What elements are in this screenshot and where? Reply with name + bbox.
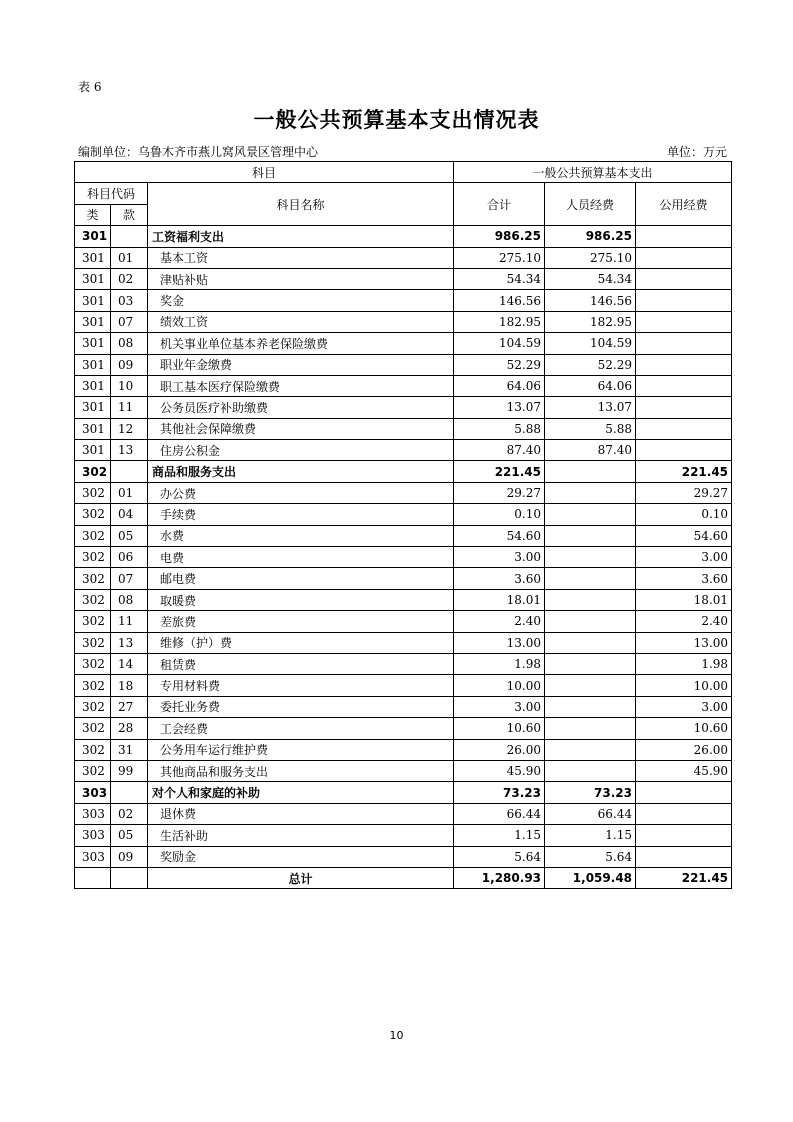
class-code-cell: 302 (75, 739, 111, 760)
table-body (75, 226, 732, 889)
subject-name-cell: 租赁费 (148, 653, 454, 674)
public-amount-cell (636, 290, 732, 311)
kuan-code-cell: 06 (111, 547, 148, 568)
subject-name-cell: 邮电费 (148, 568, 454, 589)
personnel-amount-cell: 5.88 (545, 418, 636, 439)
class-code-cell: 302 (75, 718, 111, 739)
table-row (75, 440, 732, 461)
personnel-amount-cell (545, 461, 636, 482)
compiling-unit: 编制单位：乌鲁木齐市燕儿窝风景区管理中心 (78, 145, 319, 159)
public-amount-cell: 3.00 (636, 547, 732, 568)
public-amount-cell: 26.00 (636, 739, 732, 760)
public-amount-cell (636, 440, 732, 461)
subject-name-cell: 对个人和家庭的补助 (148, 782, 454, 803)
kuan-code-cell (111, 782, 148, 803)
personnel-amount-cell: 66.44 (545, 803, 636, 824)
public-amount-cell (636, 782, 732, 803)
personnel-amount-cell: 1,059.48 (545, 867, 636, 888)
table-row (75, 354, 732, 375)
total-amount-cell: 73.23 (454, 782, 545, 803)
kuan-code-cell: 18 (111, 675, 148, 696)
kuan-code-cell (111, 867, 148, 888)
total-amount-cell: 13.07 (454, 397, 545, 418)
public-amount-cell (636, 247, 732, 268)
personnel-amount-cell: 73.23 (545, 782, 636, 803)
total-amount-cell: 986.25 (454, 226, 545, 247)
total-amount-cell: 146.56 (454, 290, 545, 311)
personnel-amount-cell: 1.15 (545, 825, 636, 846)
subject-name-cell: 工资福利支出 (148, 226, 454, 247)
total-amount-cell: 104.59 (454, 333, 545, 354)
total-amount-cell: 5.64 (454, 846, 545, 867)
subject-name-cell: 基本工资 (148, 247, 454, 268)
subject-name-cell: 其他商品和服务支出 (148, 760, 454, 781)
subject-name-cell: 机关事业单位基本养老保险缴费 (148, 333, 454, 354)
total-amount-cell: 64.06 (454, 375, 545, 396)
kuan-code-cell: 27 (111, 696, 148, 717)
kuan-code-cell: 11 (111, 611, 148, 632)
public-amount-cell (636, 333, 732, 354)
kuan-code-cell: 05 (111, 525, 148, 546)
class-code-cell: 301 (75, 440, 111, 461)
personnel-amount-cell: 87.40 (545, 440, 636, 461)
name-header: 科目名称 (148, 183, 454, 226)
table-row (75, 675, 732, 696)
table-row (75, 290, 732, 311)
subject-name-cell: 手续费 (148, 504, 454, 525)
class-code-cell: 301 (75, 247, 111, 268)
public-amount-cell: 1.98 (636, 653, 732, 674)
public-amount-cell: 3.00 (636, 696, 732, 717)
total-amount-cell: 18.01 (454, 589, 545, 610)
table-row (75, 397, 732, 418)
kuan-code-cell: 08 (111, 333, 148, 354)
kuan-code-cell: 11 (111, 397, 148, 418)
total-amount-cell: 1.98 (454, 653, 545, 674)
table-row (75, 632, 732, 653)
kuan-header: 款 (111, 204, 148, 225)
public-amount-cell: 13.00 (636, 632, 732, 653)
class-code-cell: 301 (75, 375, 111, 396)
class-code-cell: 302 (75, 760, 111, 781)
public-amount-cell (636, 803, 732, 824)
personnel-amount-cell (545, 718, 636, 739)
kuan-code-cell: 07 (111, 311, 148, 332)
class-code-cell: 303 (75, 825, 111, 846)
class-code-cell: 303 (75, 846, 111, 867)
subject-name-cell: 总计 (148, 867, 454, 888)
class-code-cell: 301 (75, 354, 111, 375)
kuan-code-cell: 09 (111, 354, 148, 375)
class-code-cell: 301 (75, 418, 111, 439)
kuan-code-cell: 13 (111, 632, 148, 653)
page-number: 10 (389, 1029, 404, 1042)
personnel-amount-cell (545, 653, 636, 674)
table-row (75, 461, 732, 482)
class-code-cell: 302 (75, 632, 111, 653)
personnel-amount-cell (545, 482, 636, 503)
total-amount-cell: 29.27 (454, 482, 545, 503)
table-row (75, 568, 732, 589)
public-amount-cell: 10.00 (636, 675, 732, 696)
class-code-cell: 303 (75, 782, 111, 803)
total-amount-cell: 1.15 (454, 825, 545, 846)
budget-table (74, 161, 732, 889)
total-amount-cell: 182.95 (454, 311, 545, 332)
table-row (75, 333, 732, 354)
total-amount-cell: 3.60 (454, 568, 545, 589)
header-row (75, 183, 732, 204)
class-code-cell (75, 867, 111, 888)
kuan-code-cell: 04 (111, 504, 148, 525)
table-row (75, 718, 732, 739)
subject-name-cell: 生活补助 (148, 825, 454, 846)
personnel-amount-cell (545, 547, 636, 568)
table-row (75, 482, 732, 503)
public-amount-cell: 221.45 (636, 461, 732, 482)
public-amount-cell (636, 268, 732, 289)
total-amount-cell: 13.00 (454, 632, 545, 653)
personnel-amount-cell: 182.95 (545, 311, 636, 332)
table-row (75, 589, 732, 610)
table-row (75, 268, 732, 289)
kuan-code-cell (111, 461, 148, 482)
subject-name-cell: 商品和服务支出 (148, 461, 454, 482)
total-row (75, 867, 732, 888)
total-amount-cell: 87.40 (454, 440, 545, 461)
class-code-cell: 301 (75, 333, 111, 354)
subject-name-cell: 退休费 (148, 803, 454, 824)
public-amount-cell (636, 397, 732, 418)
kuan-code-cell: 14 (111, 653, 148, 674)
table-row (75, 739, 732, 760)
kuan-code-cell: 09 (111, 846, 148, 867)
table-number: 表 6 (78, 80, 102, 94)
kuan-code-cell: 28 (111, 718, 148, 739)
budget-group-header: 一般公共预算基本支出 (454, 162, 732, 183)
subject-name-cell: 绩效工资 (148, 311, 454, 332)
personnel-amount-cell: 986.25 (545, 226, 636, 247)
table-header (75, 162, 732, 226)
header-row (75, 162, 732, 183)
personnel-amount-cell: 146.56 (545, 290, 636, 311)
table-row (75, 782, 732, 803)
table-row (75, 247, 732, 268)
total-amount-cell: 45.90 (454, 760, 545, 781)
table-row (75, 825, 732, 846)
table-row (75, 760, 732, 781)
subject-name-cell: 其他社会保障缴费 (148, 418, 454, 439)
personnel-amount-cell (545, 611, 636, 632)
kuan-code-cell: 99 (111, 760, 148, 781)
total-amount-cell: 10.00 (454, 675, 545, 696)
class-code-cell: 301 (75, 268, 111, 289)
subject-name-cell: 维修（护）费 (148, 632, 454, 653)
class-code-cell: 301 (75, 290, 111, 311)
kuan-code-cell: 05 (111, 825, 148, 846)
subject-name-cell: 工会经费 (148, 718, 454, 739)
table-row (75, 525, 732, 546)
total-amount-cell: 66.44 (454, 803, 545, 824)
class-code-cell: 302 (75, 611, 111, 632)
total-amount-cell: 3.00 (454, 696, 545, 717)
subject-name-cell: 专用材料费 (148, 675, 454, 696)
table-row (75, 803, 732, 824)
total-amount-cell: 54.34 (454, 268, 545, 289)
kuan-code-cell: 10 (111, 375, 148, 396)
table-row (75, 653, 732, 674)
currency-unit: 单位：万元 (666, 145, 727, 159)
personnel-amount-cell (545, 739, 636, 760)
personnel-amount-cell: 64.06 (545, 375, 636, 396)
total-amount-cell: 1,280.93 (454, 867, 545, 888)
kuan-code-cell: 01 (111, 247, 148, 268)
public-header: 公用经费 (636, 183, 732, 226)
personnel-amount-cell (545, 525, 636, 546)
class-header: 类 (75, 204, 111, 225)
subject-name-cell: 住房公积金 (148, 440, 454, 461)
public-amount-cell: 29.27 (636, 482, 732, 503)
total-header: 合计 (454, 183, 545, 226)
public-amount-cell (636, 354, 732, 375)
total-amount-cell: 10.60 (454, 718, 545, 739)
class-code-cell: 302 (75, 547, 111, 568)
total-amount-cell: 2.40 (454, 611, 545, 632)
table-row (75, 311, 732, 332)
kuan-code-cell: 13 (111, 440, 148, 461)
subject-name-cell: 公务用车运行维护费 (148, 739, 454, 760)
table-row (75, 418, 732, 439)
subject-header: 科目 (75, 162, 454, 183)
class-code-cell: 302 (75, 482, 111, 503)
subject-name-cell: 职业年金缴费 (148, 354, 454, 375)
subject-name-cell: 委托业务费 (148, 696, 454, 717)
class-code-cell: 301 (75, 311, 111, 332)
public-amount-cell: 0.10 (636, 504, 732, 525)
public-amount-cell (636, 226, 732, 247)
public-amount-cell (636, 418, 732, 439)
subject-name-cell: 水费 (148, 525, 454, 546)
public-amount-cell: 2.40 (636, 611, 732, 632)
total-amount-cell: 0.10 (454, 504, 545, 525)
total-amount-cell: 52.29 (454, 354, 545, 375)
class-code-cell: 302 (75, 568, 111, 589)
subject-name-cell: 津贴补贴 (148, 268, 454, 289)
kuan-code-cell: 02 (111, 268, 148, 289)
personnel-amount-cell: 52.29 (545, 354, 636, 375)
class-code-cell: 302 (75, 589, 111, 610)
table-row (75, 547, 732, 568)
kuan-code-cell: 08 (111, 589, 148, 610)
subject-name-cell: 取暖费 (148, 589, 454, 610)
personnel-amount-cell (545, 504, 636, 525)
kuan-code-cell (111, 226, 148, 247)
class-code-cell: 302 (75, 653, 111, 674)
public-amount-cell: 3.60 (636, 568, 732, 589)
personnel-amount-cell: 104.59 (545, 333, 636, 354)
subject-name-cell: 公务员医疗补助缴费 (148, 397, 454, 418)
kuan-code-cell: 12 (111, 418, 148, 439)
public-amount-cell: 45.90 (636, 760, 732, 781)
kuan-code-cell: 07 (111, 568, 148, 589)
subject-name-cell: 奖金 (148, 290, 454, 311)
personnel-header: 人员经费 (545, 183, 636, 226)
class-code-cell: 302 (75, 675, 111, 696)
table-row (75, 226, 732, 247)
class-code-cell: 302 (75, 504, 111, 525)
public-amount-cell: 221.45 (636, 867, 732, 888)
table-row (75, 504, 732, 525)
public-amount-cell (636, 846, 732, 867)
personnel-amount-cell (545, 696, 636, 717)
class-code-cell: 302 (75, 461, 111, 482)
table-row (75, 375, 732, 396)
personnel-amount-cell: 275.10 (545, 247, 636, 268)
total-amount-cell: 275.10 (454, 247, 545, 268)
class-code-cell: 302 (75, 525, 111, 546)
table-row (75, 611, 732, 632)
kuan-code-cell: 03 (111, 290, 148, 311)
total-amount-cell: 5.88 (454, 418, 545, 439)
kuan-code-cell: 31 (111, 739, 148, 760)
personnel-amount-cell (545, 675, 636, 696)
class-code-cell: 303 (75, 803, 111, 824)
subject-name-cell: 差旅费 (148, 611, 454, 632)
class-code-cell: 301 (75, 226, 111, 247)
public-amount-cell: 10.60 (636, 718, 732, 739)
subject-name-cell: 电费 (148, 547, 454, 568)
personnel-amount-cell (545, 568, 636, 589)
personnel-amount-cell: 5.64 (545, 846, 636, 867)
personnel-amount-cell (545, 632, 636, 653)
table-row (75, 846, 732, 867)
public-amount-cell (636, 311, 732, 332)
personnel-amount-cell (545, 589, 636, 610)
personnel-amount-cell: 13.07 (545, 397, 636, 418)
public-amount-cell (636, 825, 732, 846)
public-amount-cell: 54.60 (636, 525, 732, 546)
code-header: 科目代码 (75, 183, 148, 204)
table-row (75, 696, 732, 717)
class-code-cell: 301 (75, 397, 111, 418)
total-amount-cell: 3.00 (454, 547, 545, 568)
class-code-cell: 302 (75, 696, 111, 717)
subject-name-cell: 奖励金 (148, 846, 454, 867)
total-amount-cell: 221.45 (454, 461, 545, 482)
kuan-code-cell: 01 (111, 482, 148, 503)
subject-name-cell: 办公费 (148, 482, 454, 503)
personnel-amount-cell (545, 760, 636, 781)
subject-name-cell: 职工基本医疗保险缴费 (148, 375, 454, 396)
personnel-amount-cell: 54.34 (545, 268, 636, 289)
public-amount-cell: 18.01 (636, 589, 732, 610)
total-amount-cell: 26.00 (454, 739, 545, 760)
total-amount-cell: 54.60 (454, 525, 545, 546)
page-title: 一般公共预算基本支出情况表 (253, 108, 540, 132)
public-amount-cell (636, 375, 732, 396)
kuan-code-cell: 02 (111, 803, 148, 824)
